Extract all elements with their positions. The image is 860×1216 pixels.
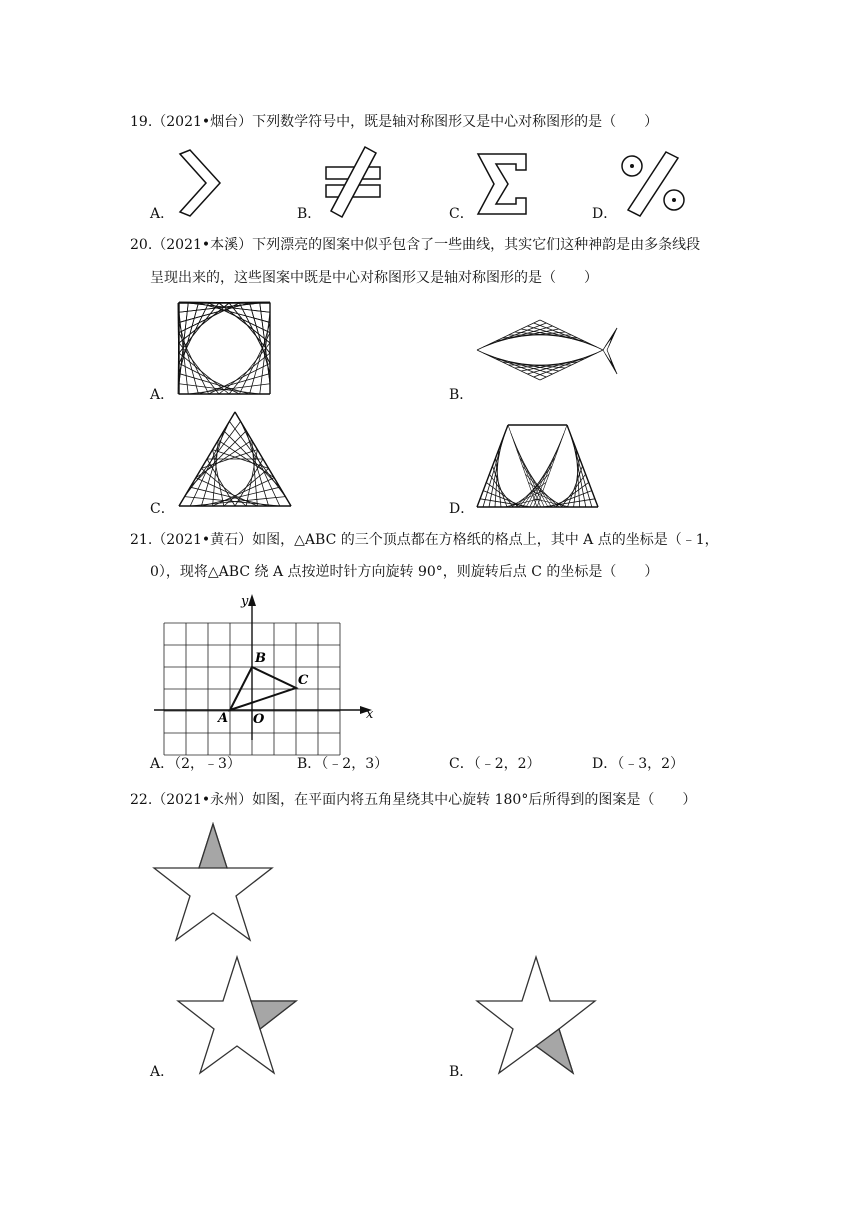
q20-option-b[interactable]: B．	[449, 387, 474, 403]
y-axis-label: y	[241, 594, 249, 609]
point-c-label: C	[298, 673, 309, 688]
q20-option-c[interactable]: C．	[150, 501, 175, 517]
x-axis-label: x	[366, 707, 374, 722]
q21-stem-line1: 21.（2021•黄石）如图，△ABC 的三个顶点都在方格纸的格点上，其中 A 点的坐标是（﹣1，	[130, 532, 719, 548]
q22-stem: 22.（2021•永州）如图，在平面内将五角星绕其中心旋转 180°后所得到的图案是（ ）	[130, 792, 697, 808]
q21-stem-line2: 0），现将△ABC 绕 A 点按逆时针方向旋转 90°，则旋转后点 C 的坐标是（ ）	[150, 564, 659, 580]
q20-figure-d-trapezoid-pattern	[475, 423, 600, 509]
q21-coordinate-grid	[150, 590, 380, 740]
q20-figure-c-triangle-pattern	[177, 410, 293, 508]
q20-figure-a-square-pattern	[178, 302, 272, 396]
q19-stem: 19.（2021•烟台）下列数学符号中，既是轴对称图形又是中心对称图形的是（ ）	[130, 114, 659, 130]
q21-option-d[interactable]: D．（﹣3，2）	[592, 756, 685, 772]
q19-option-c[interactable]: C．	[449, 206, 474, 222]
q21-option-c[interactable]: C．（﹣2，2）	[449, 756, 541, 772]
q20-option-d[interactable]: D．	[449, 501, 475, 517]
point-b-label: B	[255, 651, 266, 666]
q19-option-a[interactable]: A．	[150, 206, 175, 222]
q19-option-b[interactable]: B．	[297, 206, 322, 222]
q22-figure-b-star	[475, 955, 597, 1075]
q19-figure-b-not-equal	[320, 145, 390, 220]
q22-option-a[interactable]: A．	[150, 1064, 175, 1080]
q20-stem-line2: 呈现出来的，这些图案中既是中心对称图形又是轴对称图形的是（ ）	[150, 270, 598, 286]
q22-option-b[interactable]: B．	[449, 1064, 474, 1080]
point-a-label: A	[218, 711, 229, 726]
q20-option-a[interactable]: A．	[150, 387, 175, 403]
q20-figure-b-fish-pattern	[475, 318, 620, 382]
q20-stem-line1: 20.（2021•本溪）下列漂亮的图案中似乎包含了一些曲线，其实它们这种神韵是由多条线段	[130, 237, 701, 253]
q21-option-b[interactable]: B．（﹣2，3）	[297, 756, 389, 772]
q19-figure-c-sigma	[470, 150, 535, 220]
q22-figure-a-star	[176, 955, 298, 1075]
q19-option-d[interactable]: D．	[592, 206, 618, 222]
origin-label: O	[253, 712, 265, 727]
q21-option-a[interactable]: A．（2，﹣3）	[150, 756, 241, 772]
q19-figure-d-percent	[618, 150, 688, 220]
q19-figure-a-chevron	[170, 150, 230, 220]
q22-original-star	[152, 822, 274, 942]
